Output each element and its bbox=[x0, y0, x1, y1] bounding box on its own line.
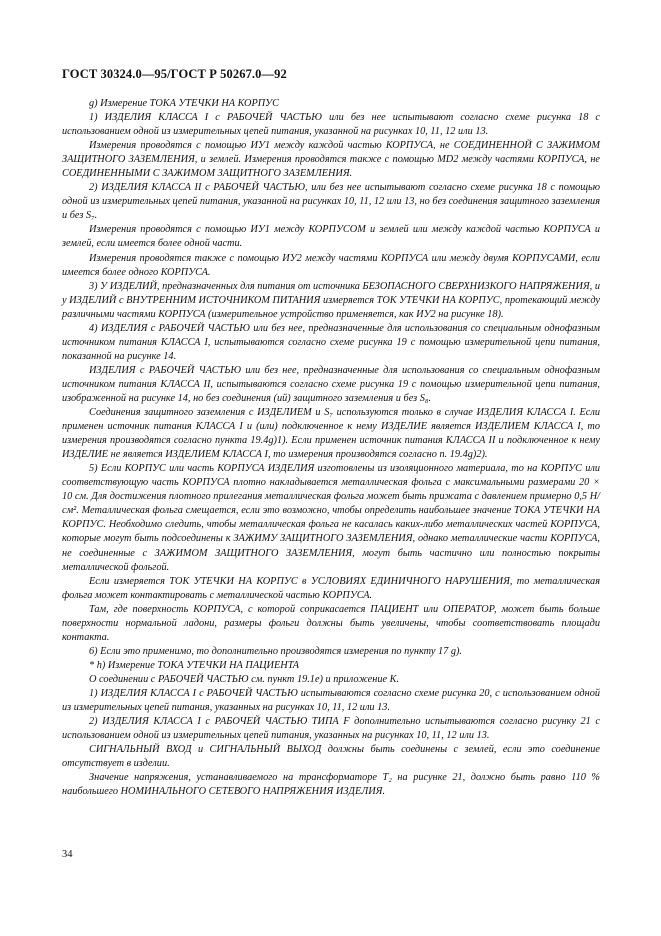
paragraph: Значение напряжения, устанавливаемого на трансформаторе T₂ на рисунке 21, должно быть равно 110 % наибольшего НОМИНАЛЬНОГО СЕТЕВОГО НАПРЯЖЕНИЯ ИЗДЕЛИЯ. bbox=[62, 772, 600, 798]
paragraph: Соединения защитного заземления с ИЗДЕЛИЕМ и S₇ используются только в случае ИЗДЕЛИЯ КЛАССА I. Если применен источник питания КЛАССА I и (или) подключенное к нему ИЗДЕЛИЕ является ИЗДЕЛИЕМ КЛАССА I, то измерения производятся согласно пункта 19.4g)1). Если применен источник питания КЛАССА II и подключенное к нему ИЗДЕЛИЕ не является ИЗДЕЛИЕМ КЛАССА I, то измерения производятся согласно п. 19.4g)2). bbox=[62, 407, 600, 461]
document-header: ГОСТ 30324.0—95/ГОСТ Р 50267.0—92 bbox=[62, 67, 287, 81]
paragraph: О соединении с РАБОЧЕЙ ЧАСТЬЮ см. пункт 19.1е) и приложение К. bbox=[89, 673, 400, 685]
paragraph: 1) ИЗДЕЛИЯ КЛАССА I с РАБОЧЕЙ ЧАСТЬЮ испытываются согласно схеме рисунка 20, с использованием одной из измерительных цепей питания, указанных на рисунках 10, 11, 12 или 13. bbox=[62, 687, 600, 714]
paragraph: ИЗДЕЛИЯ с РАБОЧЕЙ ЧАСТЬЮ или без нее, предназначенные для использования со специальным однофазным источником питания КЛАССА II, испытываются согласно схеме рисунка 19 с помощью измерительной цепи питания, изображенной на рисунке 14, но без соединения (ий) защитного заземления и без S₈. bbox=[62, 364, 600, 404]
paragraph: Измерения проводятся также с помощью ИУ2 между частями КОРПУСА или между двумя КОРПУСАМИ, если имеется более одного КОРПУСА. bbox=[62, 252, 600, 278]
paragraph: Если измеряется ТОК УТЕЧКИ НА КОРПУС в УСЛОВИЯХ ЕДИНИЧНОГО НАРУШЕНИЯ, то металлическая фольга может контактировать с металлической частью КОРПУСА. bbox=[62, 575, 600, 601]
page-number: 34 bbox=[62, 849, 73, 860]
paragraph: СИГНАЛЬНЫЙ ВХОД и СИГНАЛЬНЫЙ ВЫХОД должны быть соединены с землей, если это соединение отсутствует в изделии. bbox=[62, 744, 600, 770]
paragraph: 4) ИЗДЕЛИЯ с РАБОЧЕЙ ЧАСТЬЮ или без нее, предназначенные для использования со специальным однофазным источником питания КЛАССА I, испытываются согласно схеме рисунка 19 с помощью измерительной цепи питания, показанной на рисунке 14. bbox=[62, 322, 600, 362]
paragraph: Там, где поверхность КОРПУСА, с которой соприкасается ПАЦИЕНТ или ОПЕРАТОР, может быть больше поверхности нормальной ладони, размеры фольги должны быть увеличены, чтобы соответствовать площади контакта. bbox=[62, 603, 600, 643]
paragraph: 6) Если это применимо, то дополнительно производятся измерения по пункту 17 g). bbox=[89, 645, 462, 657]
paragraph: 3) У ИЗДЕЛИЙ, предназначенных для питания от источника БЕЗОПАСНОГО СВЕРХНИЗКОГО НАПРЯЖЕНИЯ, и у ИЗДЕЛИЙ с ВНУТРЕННИМ ИСТОЧНИКОМ ПИТАНИЯ измеряется ТОК УТЕЧКИ НА КОРПУС, протекающий между различными частями КОРПУСА (измерительное устройство применяется, как ИУ2 на рисунке 18). bbox=[62, 280, 600, 320]
section-heading-h: * h) Измерение ТОКА УТЕЧКИ НА ПАЦИЕНТА bbox=[89, 659, 300, 671]
paragraph: 2) ИЗДЕЛИЯ КЛАССА II с РАБОЧЕЙ ЧАСТЬЮ, или без нее испытывают согласно схеме рисунка 18 с помощью одной из измерительных цепей питания, указанной на рисунках 10, 11, 12 или 13, но без соединения защитного заземления и без S₇. bbox=[62, 182, 600, 222]
paragraph: 5) Если КОРПУС или часть КОРПУСА ИЗДЕЛИЯ изготовлены из изоляционного материала, то на КОРПУС или соответствующую часть КОРПУСА плотно накладывается металлическая фольга с максимальными размерами 20 × 10 см. Для достижения плотного прилегания металлическая фольга может быть прижата с давлением примерно 0,5 Н/см². Металлическая фольга смещается, если это возможно, чтобы определить наибольшее значение ТОКА УТЕЧКИ НА КОРПУС. Необходимо следить, чтобы металлическая фольга не касалась каких-либо металлических частей КОРПУСА, которые могут быть подсоединены к ЗАЖИМУ ЗАЩИТНОГО ЗАЗЕМЛЕНИЯ, однако металлические части КОРПУСА, не соединенные с ЗАЖИМОМ ЗАЩИТНОГО ЗАЗЕМЛЕНИЯ, могут быть частично или полностью покрыты металлической фольгой. bbox=[62, 463, 600, 573]
paragraph: 2) ИЗДЕЛИЯ КЛАССА I с РАБОЧЕЙ ЧАСТЬЮ ТИПА F дополнительно испытываются согласно рисунку 21 с использованием одной из измерительных цепей питания, указанных на рисунках 10, 11, 12 или 13. bbox=[62, 716, 600, 742]
section-heading-g: g) Измерение ТОКА УТЕЧКИ НА КОРПУС bbox=[89, 98, 279, 109]
paragraph: 1) ИЗДЕЛИЯ КЛАССА I с РАБОЧЕЙ ЧАСТЬЮ или без нее испытывают согласно схеме рисунка 18 с использованием одной из измерительных цепей питания, указанной на рисунках 10, 11, 12 или 13. bbox=[62, 112, 600, 138]
document-body bbox=[62, 97, 600, 799]
paragraph: Измерения проводятся с помощью ИУ1 между КОРПУСОМ и землей или между каждой частью КОРПУСА и землей, если имеется более одной части. bbox=[62, 224, 600, 250]
paragraph: Измерения проводятся с помощью ИУ1 между каждой частью КОРПУСА, не СОЕДИНЕННОЙ С ЗАЖИМОМ ЗАЩИТНОГО ЗАЗЕМЛЕНИЯ, и землей. Измерения проводятся также с помощью MD2 между частями КОРПУСА, не СОЕДИНЕННЫМИ С ЗАЖИМОМ ЗАЩИТНОГО ЗАЗЕМЛЕНИЯ. bbox=[62, 140, 600, 180]
